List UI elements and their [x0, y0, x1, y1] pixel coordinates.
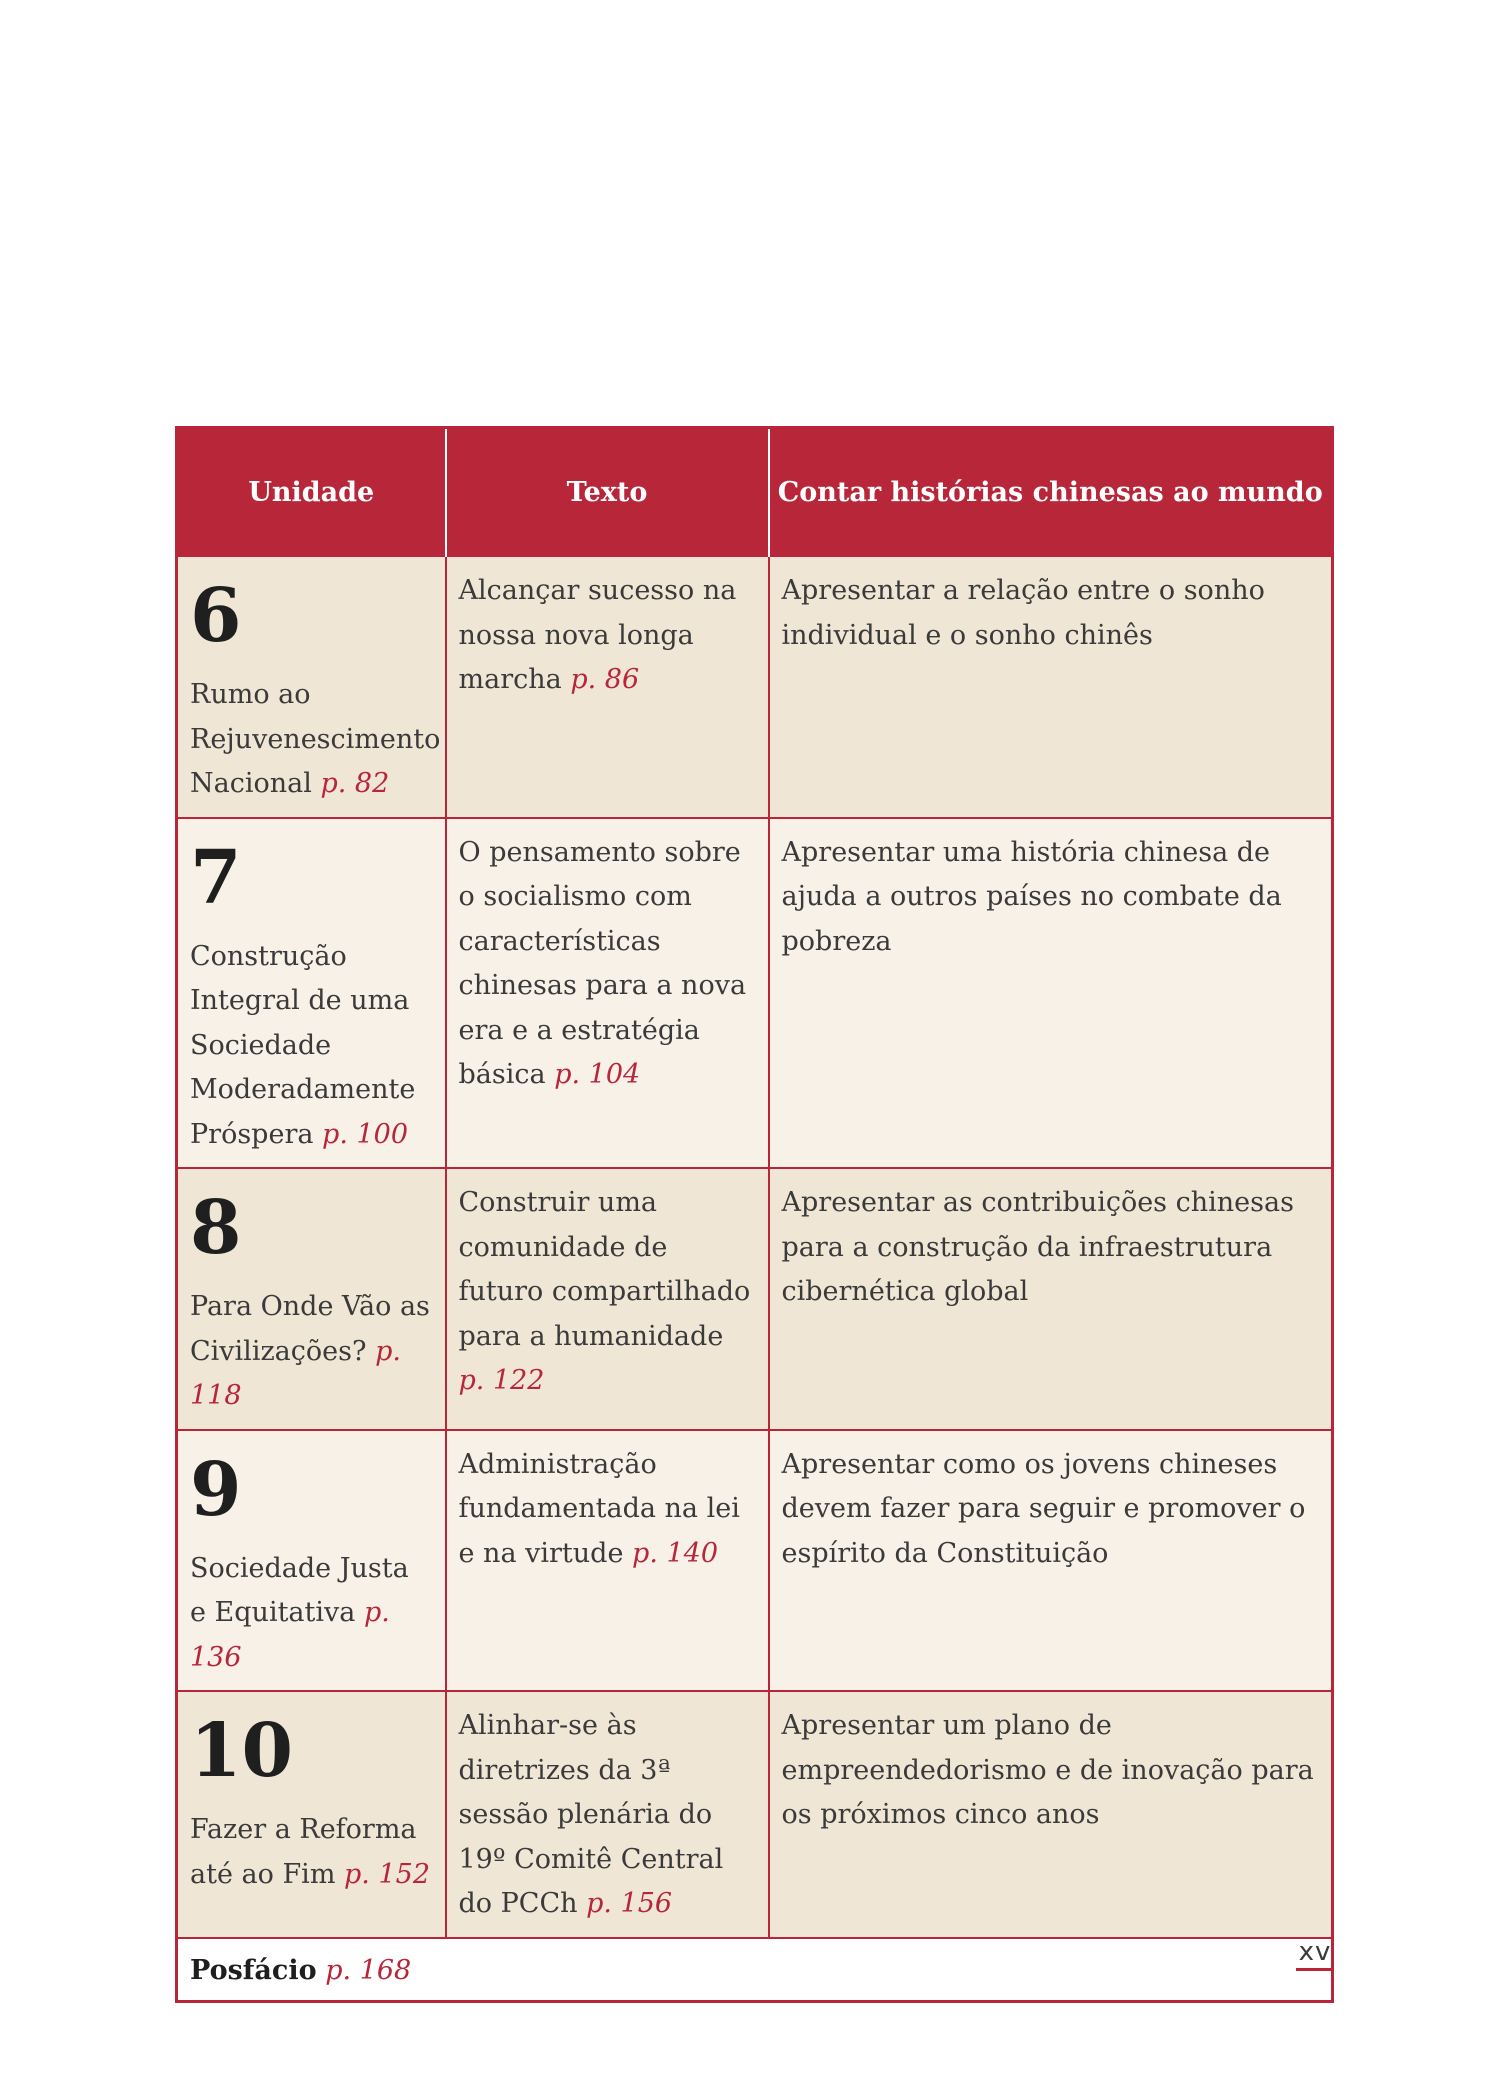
- unit-cell: [177, 556, 446, 818]
- unit-title: Rumo ao Rejuvenescimento Nacional: [190, 679, 441, 799]
- postface-label: Posfácio: [190, 1954, 317, 1986]
- unit-number: 9: [190, 1446, 242, 1533]
- table-row: [177, 556, 1333, 818]
- unit-title: Sociedade Justa e Equitativa: [190, 1552, 409, 1628]
- text-cell: [446, 1168, 769, 1430]
- text-cell: [446, 1691, 769, 1938]
- unit-page-link[interactable]: p. 100: [322, 1118, 409, 1150]
- story-cell: [769, 1430, 1333, 1692]
- table-row: [177, 1430, 1333, 1692]
- unit-cell: [177, 1430, 446, 1692]
- unit-title: Para Onde Vão as Civilizações?: [190, 1291, 430, 1367]
- unit-page-link[interactable]: p. 136: [190, 1597, 390, 1673]
- unit-title: Construção Integral de uma Sociedade Moderadamente Próspera: [190, 940, 416, 1150]
- unit-number: 8: [190, 1185, 242, 1271]
- unit-cell: [177, 818, 446, 1169]
- text-cell: [446, 1430, 769, 1692]
- header-texto: Texto: [446, 428, 769, 557]
- unit-page-link[interactable]: p. 152: [344, 1858, 430, 1890]
- postface-row: [177, 1938, 1333, 2002]
- header-unidade: Unidade: [177, 428, 446, 557]
- table-row: [177, 1168, 1333, 1430]
- header-historias: Contar histórias chinesas ao mundo: [769, 428, 1333, 557]
- unit-number: 6: [190, 573, 242, 659]
- story-text: Apresentar uma história chinesa de ajuda a outros países no combate da pobreza: [781, 836, 1282, 957]
- table-header-row: [177, 428, 1333, 557]
- text-cell: [446, 818, 769, 1169]
- text-title: Alinhar-se às diretrizes da 3ª sessão plenária do 19º Comitê Central do PCCh: [458, 1710, 724, 1919]
- unit-title: Fazer a Reforma até ao Fim: [190, 1814, 417, 1890]
- text-title: O pensamento sobre o socialismo com características chinesas para a nova era e a estratégia básica: [458, 836, 747, 1090]
- story-cell: [769, 1691, 1333, 1938]
- table-row: [177, 818, 1333, 1169]
- unit-number: 10: [190, 1708, 293, 1794]
- text-title: Administração fundamentada na lei e na virtude: [458, 1448, 740, 1569]
- story-text: Apresentar a relação entre o sonho individual e o sonho chinês: [781, 575, 1265, 651]
- text-title: Alcançar sucesso na nossa nova longa marcha: [458, 575, 737, 695]
- story-cell: [769, 556, 1333, 818]
- text-page-link[interactable]: p. 86: [570, 664, 640, 695]
- text-page-link[interactable]: p. 156: [586, 1888, 673, 1919]
- page-number: xv: [1296, 1937, 1334, 1971]
- text-cell: [446, 556, 769, 818]
- text-page-link[interactable]: p. 122: [458, 1365, 545, 1396]
- unit-cell: [177, 1691, 446, 1938]
- story-text: Apresentar como os jovens chineses devem fazer para seguir e promover o espírito da Constituição: [781, 1448, 1306, 1569]
- story-text: Apresentar um plano de empreendedorismo e de inovação para os próximos cinco anos: [781, 1710, 1314, 1830]
- text-title: Construir uma comunidade de futuro compartilhado para a humanidade: [458, 1187, 751, 1352]
- story-cell: [769, 1168, 1333, 1430]
- story-cell: [769, 818, 1333, 1169]
- table-row: [177, 1691, 1333, 1938]
- text-page-link[interactable]: p. 104: [554, 1059, 641, 1090]
- unit-number: 7: [190, 834, 242, 921]
- text-page-link[interactable]: p. 140: [632, 1537, 719, 1569]
- postface-cell: [177, 1938, 1333, 2002]
- unit-cell: [177, 1168, 446, 1430]
- postface-page-link[interactable]: p. 168: [325, 1954, 412, 1986]
- unit-page-link[interactable]: p. 82: [320, 768, 390, 799]
- contents-table: [175, 426, 1334, 2003]
- unit-page-link[interactable]: p. 118: [190, 1335, 401, 1411]
- story-text: Apresentar as contribuições chinesas para a construção da infraestrutura cibernética global: [781, 1187, 1294, 1307]
